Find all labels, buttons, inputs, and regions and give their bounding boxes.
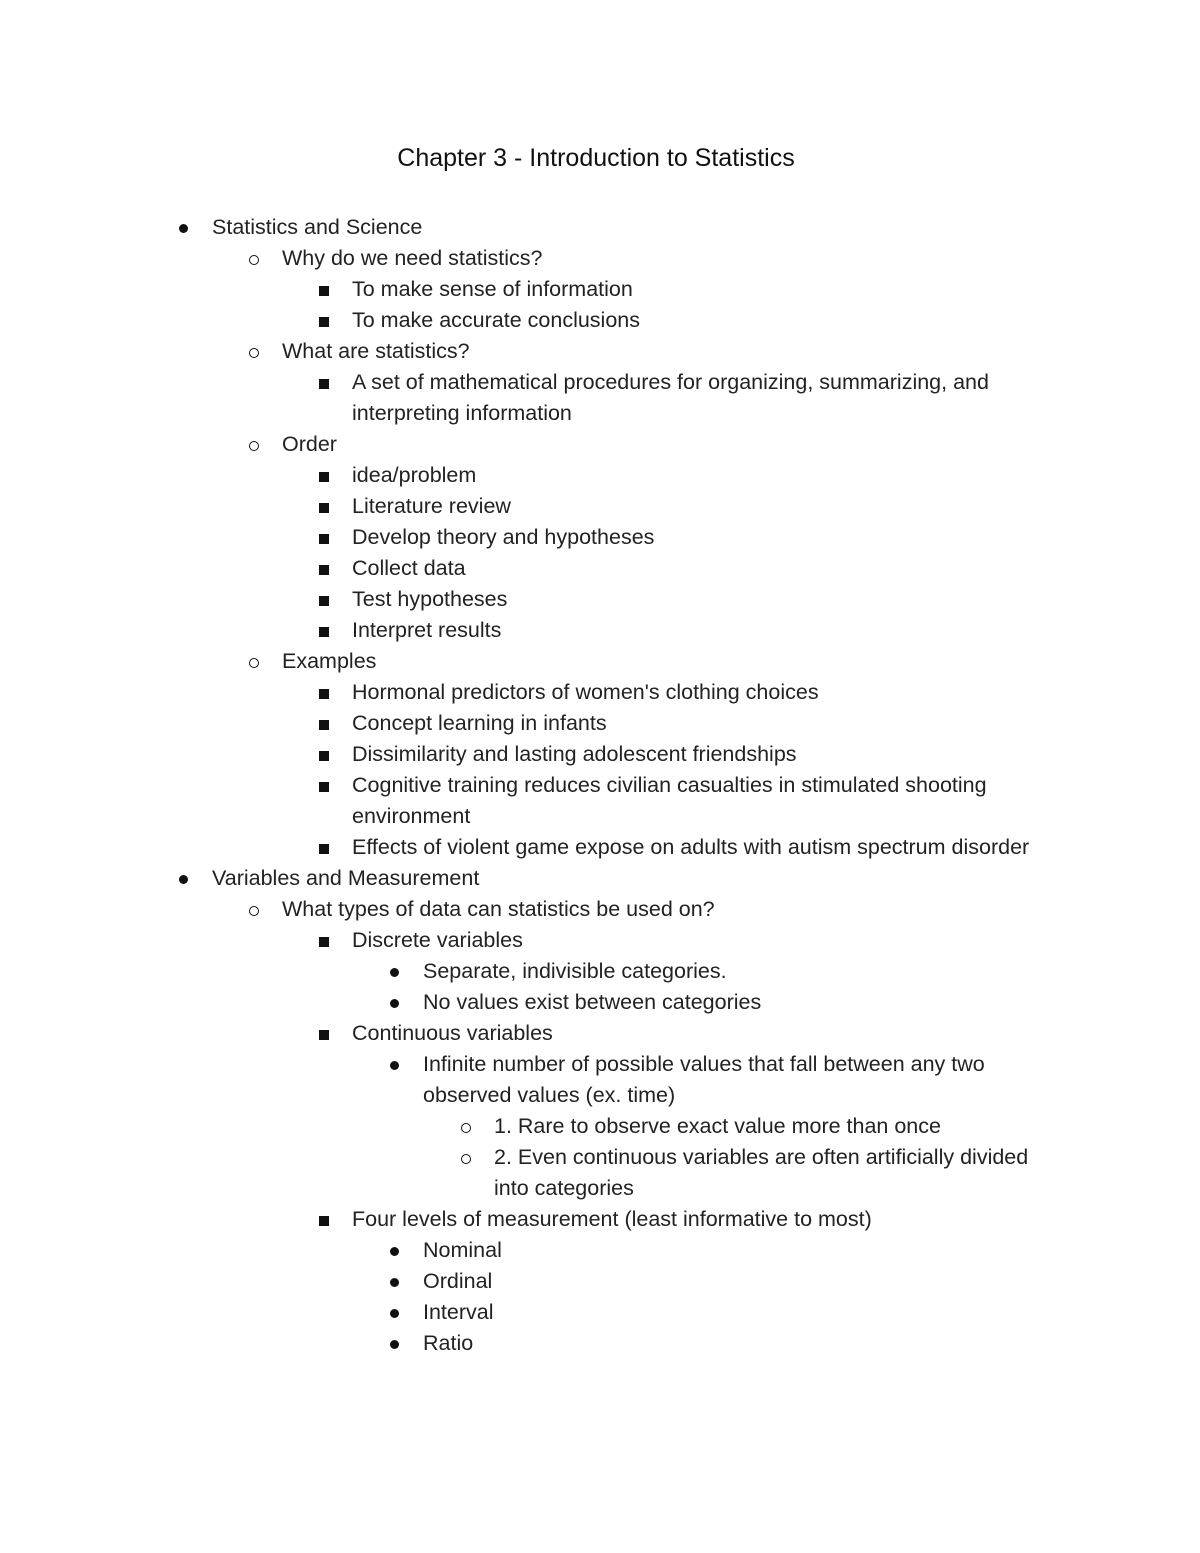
list-item: What are statistics? [282, 336, 1062, 367]
list-item: Why do we need statistics? [282, 243, 1062, 274]
bullet-square-icon [317, 677, 337, 708]
bullet-circle-icon [247, 429, 267, 460]
bullet-square-icon [317, 305, 337, 336]
list-item: Examples [282, 646, 1062, 677]
document-title: Chapter 3 - Introduction to Statistics [397, 144, 795, 172]
bullet-circle-icon [247, 336, 267, 367]
bullet-square-icon [317, 739, 337, 770]
list-item: No values exist between categories [423, 987, 1062, 1018]
bullet-square-icon [317, 553, 337, 584]
bullet-square-icon [317, 460, 337, 491]
bullet-dot-icon [388, 987, 408, 1018]
list-item: Interval [423, 1297, 1062, 1328]
bullet-circle-icon [247, 646, 267, 677]
list-item: Effects of violent game expose on adults with autism spectrum disorder [352, 832, 1062, 863]
list-item: Ratio [423, 1328, 1062, 1359]
list-item: Order [282, 429, 1062, 460]
list-item: Separate, indivisible categories. [423, 956, 1062, 987]
list-item: A set of mathematical procedures for organizing, summarizing, and interpreting information [352, 367, 1062, 429]
bullet-dot-icon [177, 212, 197, 243]
list-item: Hormonal predictors of women's clothing choices [352, 677, 1062, 708]
list-item: Cognitive training reduces civilian casualties in stimulated shooting environment [352, 770, 1062, 832]
list-item: To make accurate conclusions [352, 305, 1062, 336]
bullet-square-icon [317, 770, 337, 801]
bullet-dot-icon [388, 1266, 408, 1297]
bullet-square-icon [317, 491, 337, 522]
bullet-circle-icon [459, 1111, 479, 1142]
bullet-square-icon [317, 1018, 337, 1049]
bullet-circle-icon [247, 894, 267, 925]
bullet-dot-icon [388, 1235, 408, 1266]
bullet-dot-icon [177, 863, 197, 894]
bullet-dot-icon [388, 956, 408, 987]
bullet-square-icon [317, 925, 337, 956]
list-item: Dissimilarity and lasting adolescent friendships [352, 739, 1062, 770]
list-item: Develop theory and hypotheses [352, 522, 1062, 553]
list-item: 2. Even continuous variables are often artificially divided into categories [494, 1142, 1062, 1204]
list-item: Variables and Measurement [212, 863, 1062, 894]
bullet-dot-icon [388, 1328, 408, 1359]
list-item: Concept learning in infants [352, 708, 1062, 739]
bullet-dot-icon [388, 1049, 408, 1080]
list-item: Test hypotheses [352, 584, 1062, 615]
list-item: Ordinal [423, 1266, 1062, 1297]
list-item: Interpret results [352, 615, 1062, 646]
bullet-square-icon [317, 615, 337, 646]
list-item: To make sense of information [352, 274, 1062, 305]
notes-outline [0, 212, 1200, 1359]
bullet-square-icon [317, 367, 337, 398]
bullet-square-icon [317, 1204, 337, 1235]
bullet-dot-icon [388, 1297, 408, 1328]
bullet-circle-icon [247, 243, 267, 274]
bullet-square-icon [317, 832, 337, 863]
list-item: Infinite number of possible values that fall between any two observed values (ex. time) [423, 1049, 1062, 1111]
list-item: Discrete variables [352, 925, 1062, 956]
list-item: idea/problem [352, 460, 1062, 491]
list-item: Statistics and Science [212, 212, 1062, 243]
bullet-circle-icon [459, 1142, 479, 1173]
list-item: Continuous variables [352, 1018, 1062, 1049]
bullet-square-icon [317, 274, 337, 305]
list-item: 1. Rare to observe exact value more than once [494, 1111, 1062, 1142]
bullet-square-icon [317, 708, 337, 739]
list-item: What types of data can statistics be used on? [282, 894, 1062, 925]
bullet-square-icon [317, 584, 337, 615]
bullet-square-icon [317, 522, 337, 553]
list-item: Nominal [423, 1235, 1062, 1266]
list-item: Collect data [352, 553, 1062, 584]
list-item: Literature review [352, 491, 1062, 522]
list-item: Four levels of measurement (least informative to most) [352, 1204, 1062, 1235]
